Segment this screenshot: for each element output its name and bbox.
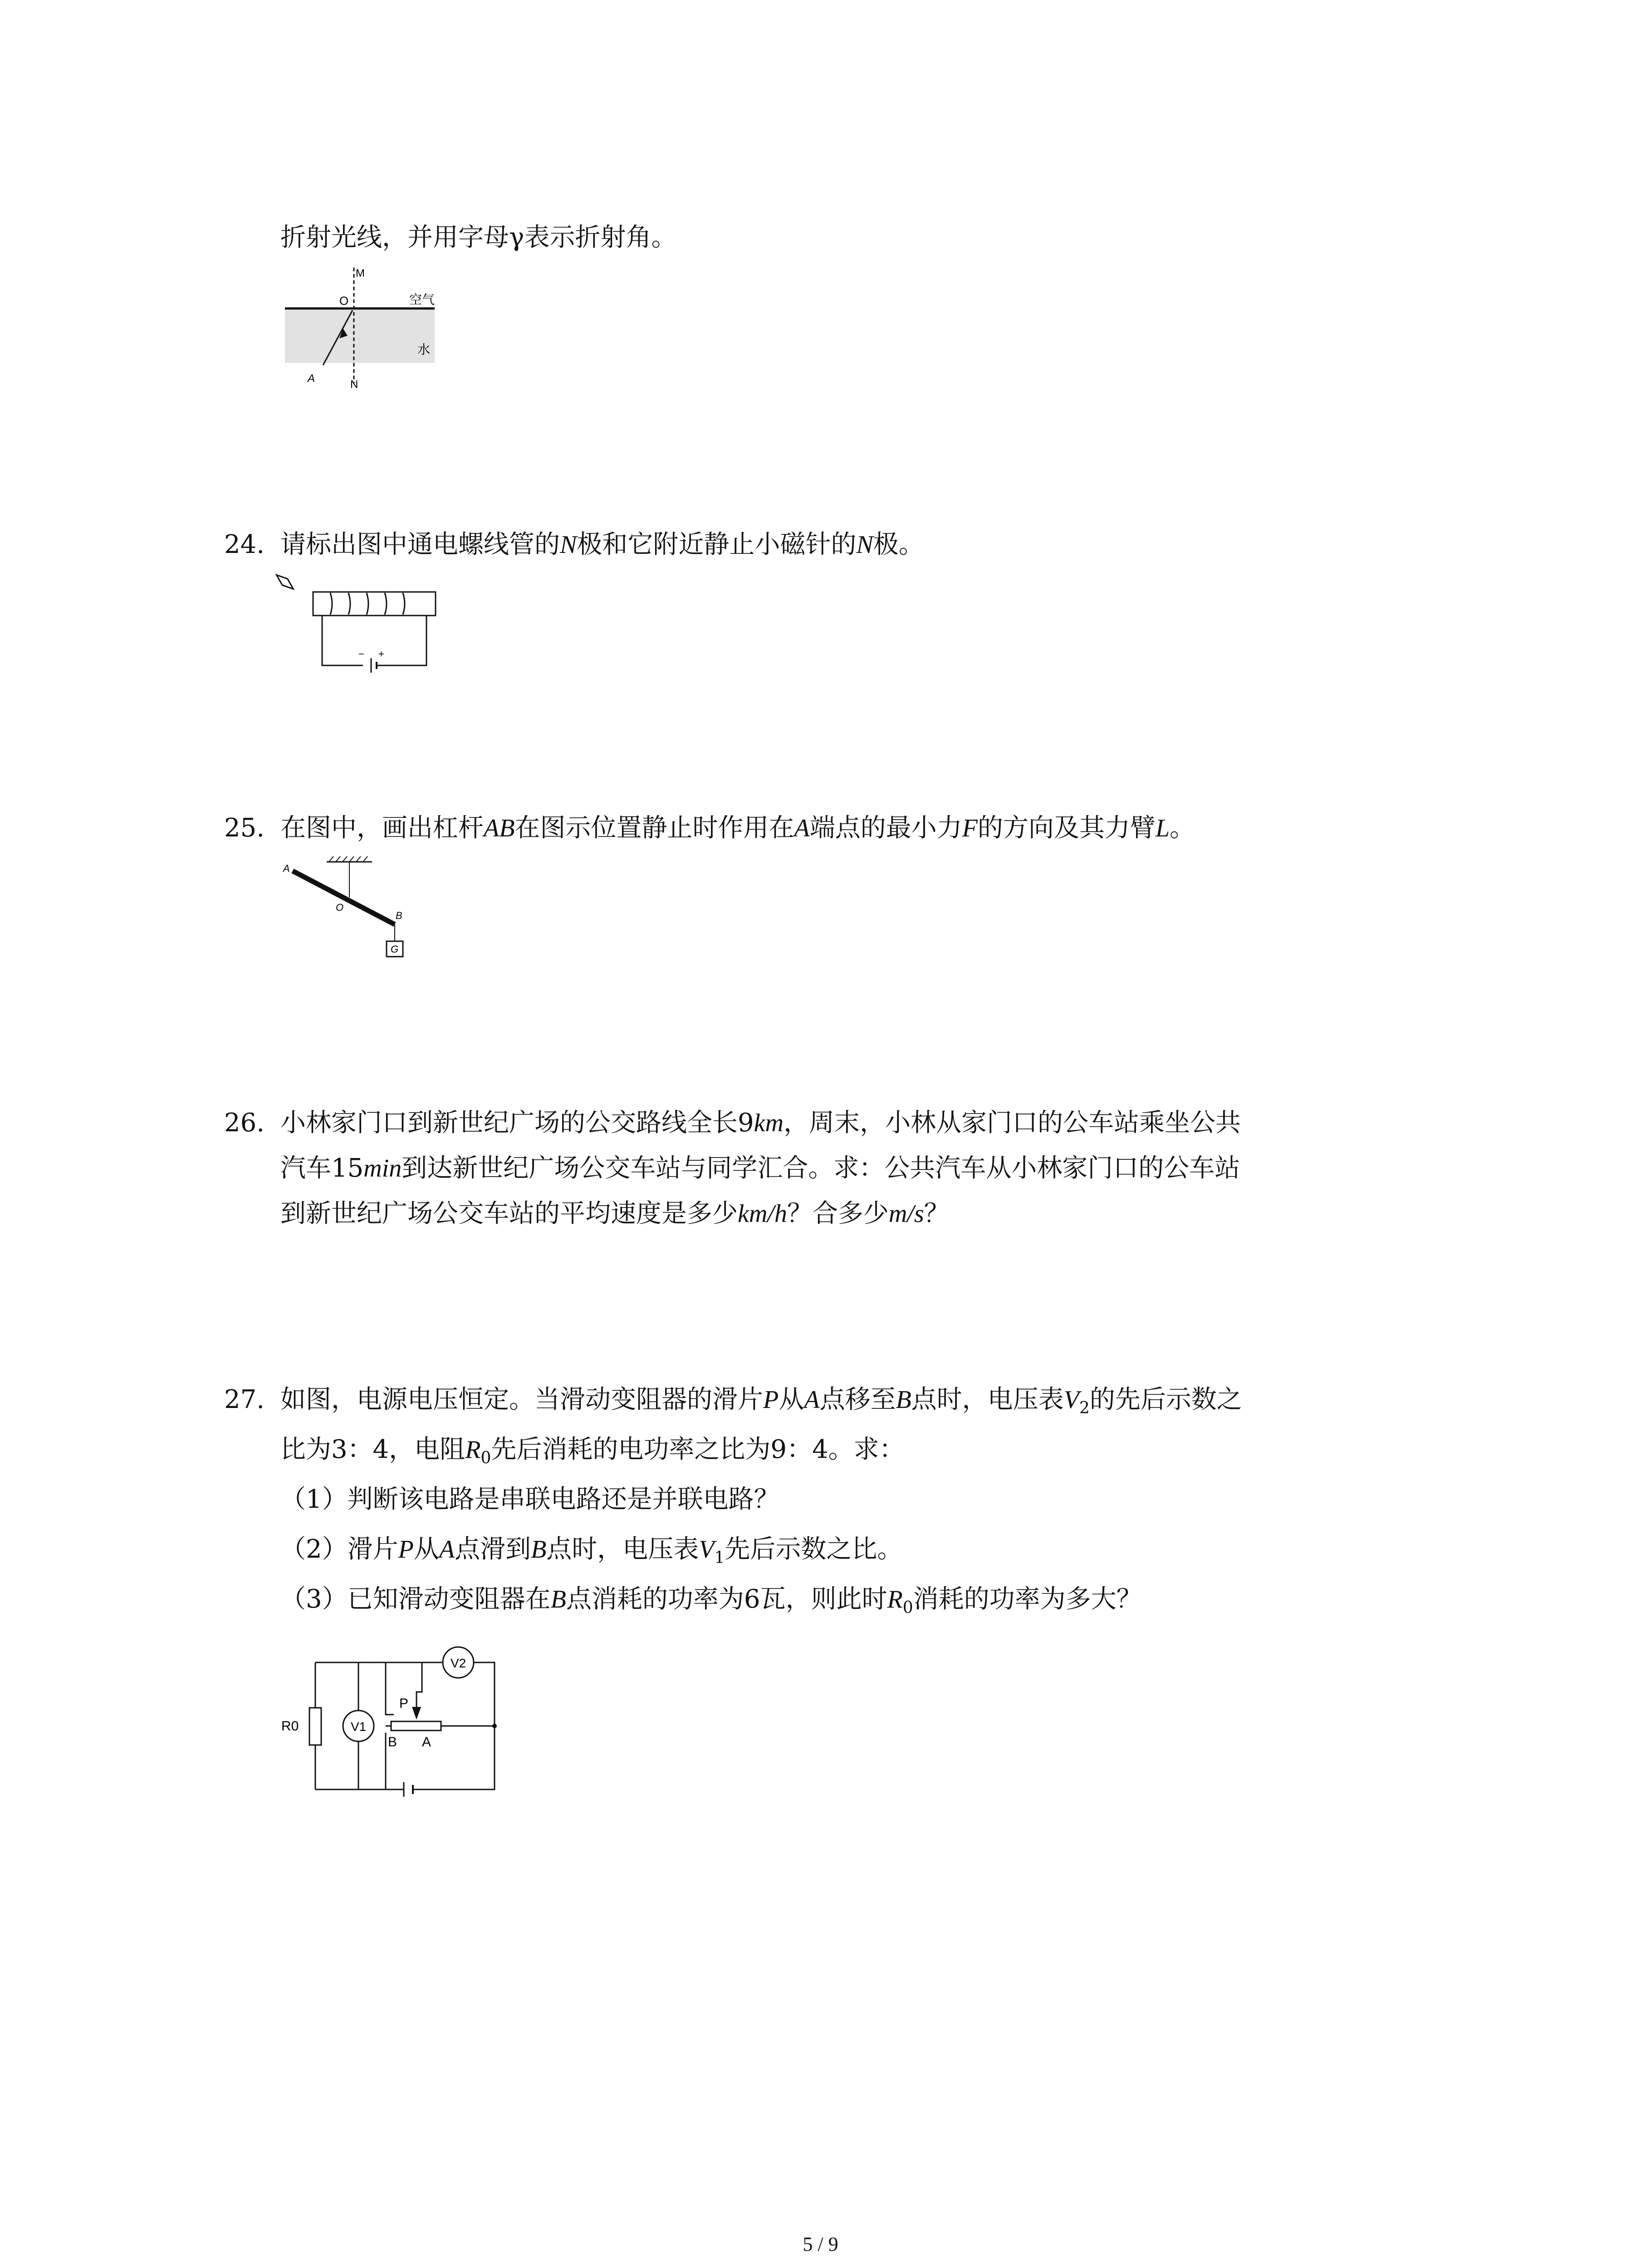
ceiling-hatch — [329, 856, 367, 862]
rheostat — [391, 1721, 441, 1730]
label-v1: V1 — [351, 1720, 367, 1734]
solenoid-figure — [272, 569, 445, 678]
label-a: A — [308, 372, 315, 385]
label-a: A — [422, 1735, 431, 1750]
q27-number: 27. — [224, 1385, 265, 1414]
label-air: 空气 — [409, 293, 435, 307]
circuit-figure — [272, 1640, 517, 1799]
battery-minus-sign: − — [358, 648, 364, 660]
q25-text: 在图中，画出杠杆AB在图示位置静止时作用在A端点的最小力F的方向及其力臂L。 — [280, 813, 1195, 843]
label-o: O — [339, 294, 349, 308]
q26-line1: 小林家门口到新世纪广场的公交路线全长9km，周末，小林从家门口的公车站乘坐公共 — [280, 1108, 1241, 1138]
q27-sub2: （2）滑片P从A点滑到B点时，电压表$V_1$先后示数之比。 — [280, 1535, 903, 1568]
battery-plus-sign: + — [378, 648, 384, 660]
label-water: 水 — [417, 342, 431, 357]
q25-number: 25. — [224, 813, 265, 843]
q27-sub1: （1）判断该电路是串联电路还是并联电路？ — [280, 1485, 779, 1514]
label-a: A — [283, 863, 290, 874]
q23-continuation-text: 折射光线，并用字母γ表示折射角。 — [280, 223, 677, 252]
q27-line1: 如图，电源电压恒定。当滑动变阻器的滑片P从A点移至B点时，电压表$V_2$的先后示数之 — [280, 1385, 1242, 1418]
junction-dot — [492, 1724, 497, 1728]
label-n: N — [350, 378, 358, 391]
refraction-figure — [281, 263, 445, 395]
label-o: O — [336, 902, 344, 913]
q27-sub3: （3）已知滑动变阻器在B点消耗的功率为6瓦，则此时$R_0$消耗的功率为多大？ — [280, 1584, 1142, 1618]
slider-arrowhead — [412, 1707, 421, 1720]
label-b: B — [388, 1735, 397, 1750]
resistor-r0 — [309, 1708, 321, 1745]
label-m: M — [356, 267, 365, 279]
label-p: P — [399, 1696, 409, 1711]
compass-needle-icon — [274, 572, 296, 592]
q26-line3: 到新世纪广场公交车站的平均速度是多少km/h？合多少m/s？ — [280, 1199, 950, 1228]
page-number: 5 / 9 — [803, 2233, 838, 2255]
q26-number: 26. — [224, 1108, 265, 1138]
q24-text: 请标出图中通电螺线管的N极和它附近静止小磁针的N极。 — [280, 530, 924, 559]
circuit-wire — [322, 616, 426, 665]
slider-p — [416, 1662, 422, 1708]
q27-line2: 比为3：4，电阻$R_0$先后消耗的电功率之比为9：4。求： — [280, 1435, 905, 1468]
lever-rod — [293, 871, 395, 924]
label-r0: R0 — [281, 1719, 299, 1734]
label-b: B — [396, 910, 402, 921]
q24-number: 24. — [224, 530, 265, 559]
water-region — [285, 308, 435, 363]
lever-figure — [277, 853, 413, 971]
label-v2: V2 — [451, 1656, 466, 1670]
q26-line2: 汽车15min到达新世纪广场公交车站与同学汇合。求：公共汽车从小林家门口的公车站 — [280, 1154, 1240, 1183]
label-g: G — [391, 943, 399, 955]
